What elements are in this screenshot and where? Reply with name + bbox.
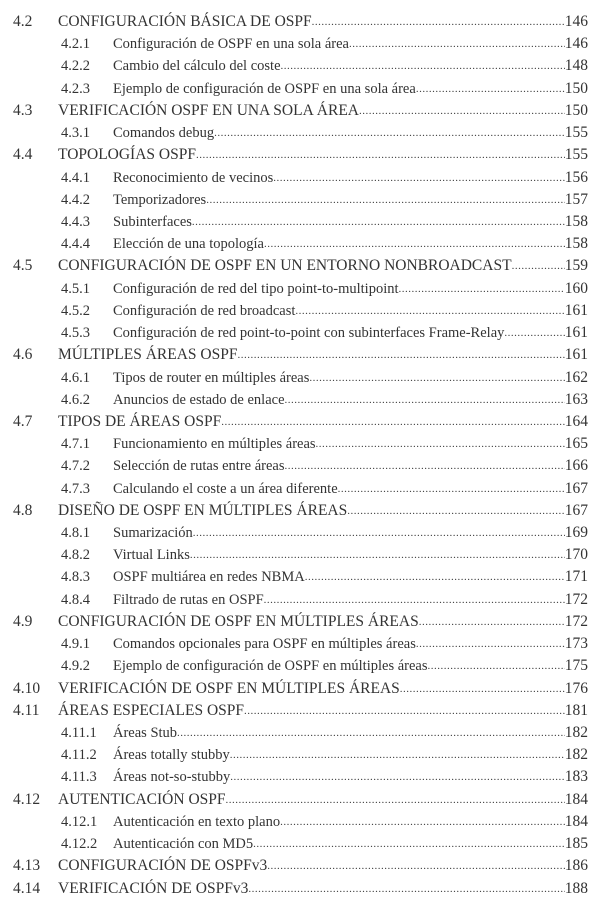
section-number: 4.3	[13, 101, 33, 119]
page-number: 150	[564, 79, 588, 97]
section-title: CONFIGURACIÓN BÁSICA DE OSPF	[58, 13, 312, 30]
page-number: 161	[564, 324, 588, 342]
toc-subsection-entry	[0, 811, 600, 833]
page-number: 172	[564, 612, 588, 630]
dot-leader	[305, 566, 565, 588]
section-title: Tipos de router en múltiples áreas	[113, 369, 310, 386]
page-number: 173	[564, 635, 588, 653]
dot-leader	[419, 611, 565, 633]
entry-line	[113, 367, 588, 389]
entry-line	[58, 144, 588, 166]
page-number: 172	[564, 590, 588, 608]
section-number: 4.6.2	[61, 391, 90, 408]
toc-subsection-entry	[0, 322, 600, 344]
section-title: Elección de una topología	[113, 236, 264, 253]
section-title: OSPF multiárea en redes NBMA	[113, 569, 305, 586]
page-number: 184	[564, 790, 588, 808]
entry-line	[58, 344, 588, 366]
entry-line	[113, 744, 588, 766]
entry-line	[113, 633, 588, 655]
entry-line	[58, 500, 588, 522]
entry-line	[113, 122, 588, 144]
section-title: Configuración de OSPF en una sola área	[113, 36, 349, 53]
entry-line	[113, 655, 588, 677]
entry-line	[113, 478, 588, 500]
entry-line	[113, 33, 588, 55]
entry-line	[113, 55, 588, 77]
dot-leader	[226, 789, 565, 811]
entry-line	[113, 811, 588, 833]
entry-line	[58, 611, 588, 633]
entry-line	[113, 233, 588, 255]
section-number: 4.2.2	[61, 58, 90, 75]
toc-section-entry	[0, 144, 600, 166]
toc-subsection-entry	[0, 122, 600, 144]
section-number: 4.8.3	[61, 569, 90, 586]
toc-section-entry	[0, 500, 600, 522]
page-number: 162	[564, 368, 588, 386]
toc-section-entry	[0, 344, 600, 366]
toc-subsection-entry	[0, 278, 600, 300]
section-title: Reconocimiento de vecinos	[113, 169, 274, 186]
section-number: 4.9.2	[61, 658, 90, 675]
section-title: Funcionamiento en múltiples áreas	[113, 436, 316, 453]
section-number: 4.4.3	[61, 213, 90, 230]
section-title: Cambio del cálculo del coste	[113, 58, 281, 75]
page-number: 169	[564, 524, 588, 542]
toc-subsection-entry	[0, 233, 600, 255]
toc-subsection-entry	[0, 766, 600, 788]
page-number: 146	[564, 35, 588, 53]
section-number: 4.7	[13, 412, 33, 430]
section-title: Ejemplo de configuración de OSPF en múltiples áreas	[113, 658, 428, 675]
section-title: TIPOS DE ÁREAS OSPF	[58, 412, 222, 430]
entry-line	[113, 322, 588, 344]
section-number: 4.8	[13, 501, 33, 519]
dot-leader	[264, 589, 565, 611]
section-number: 4.7.2	[61, 458, 90, 475]
section-number: 4.4.2	[61, 191, 90, 208]
section-number: 4.8.4	[61, 591, 90, 608]
section-title: Anuncios de estado de enlace	[113, 391, 285, 408]
toc-subsection-entry	[0, 744, 600, 766]
section-title: Autenticación en texto plano	[113, 813, 281, 830]
entry-line	[113, 722, 588, 744]
entry-line	[58, 11, 588, 33]
toc-subsection-entry	[0, 478, 600, 500]
dot-leader	[190, 544, 565, 566]
section-title: TOPOLOGÍAS OSPF	[58, 146, 196, 164]
entry-line	[113, 389, 588, 411]
toc-subsection-entry	[0, 78, 600, 100]
toc-section-entry	[0, 878, 600, 900]
toc-subsection-entry	[0, 544, 600, 566]
dot-leader	[416, 78, 565, 100]
section-number: 4.10	[13, 679, 41, 697]
toc-section-entry	[0, 100, 600, 122]
dot-leader	[349, 33, 565, 55]
page-number: 160	[564, 279, 588, 297]
toc-section-entry	[0, 700, 600, 722]
page-number: 165	[564, 435, 588, 453]
entry-line	[113, 300, 588, 322]
dot-leader	[512, 255, 565, 277]
section-number: 4.7.1	[61, 436, 90, 453]
page-number: 166	[564, 457, 588, 475]
entry-line	[58, 789, 588, 811]
dot-leader	[428, 655, 565, 677]
page-number: 155	[564, 124, 588, 142]
toc-section-entry	[0, 611, 600, 633]
section-number: 4.2	[13, 13, 33, 30]
entry-line	[113, 167, 588, 189]
dot-leader	[177, 722, 565, 744]
toc-subsection-entry	[0, 655, 600, 677]
section-number: 4.2.1	[61, 36, 90, 53]
dot-leader	[196, 144, 565, 166]
entry-line	[113, 522, 588, 544]
section-number: 4.4.1	[61, 169, 90, 186]
section-number: 4.5.1	[61, 280, 90, 297]
dot-leader	[193, 522, 565, 544]
entry-line	[58, 855, 588, 877]
page-number: 158	[564, 235, 588, 253]
toc-section-entry	[0, 678, 600, 700]
page-number: 184	[564, 812, 588, 830]
dot-leader	[399, 278, 565, 300]
entry-line	[113, 433, 588, 455]
entry-line	[113, 278, 588, 300]
section-title: VERIFICACIÓN DE OSPF EN MÚLTIPLES ÁREAS	[58, 679, 400, 697]
entry-line	[113, 455, 588, 477]
toc-subsection-entry	[0, 300, 600, 322]
section-number: 4.5	[13, 257, 33, 275]
page-number: 146	[564, 13, 588, 30]
toc-subsection-entry	[0, 633, 600, 655]
section-number: 4.2.3	[61, 80, 90, 97]
section-number: 4.6	[13, 346, 33, 364]
dot-leader	[285, 455, 565, 477]
section-number: 4.5.3	[61, 325, 90, 342]
section-number: 4.11.1	[61, 725, 97, 741]
section-number: 4.8.2	[61, 547, 90, 564]
section-number: 4.9.1	[61, 636, 90, 653]
toc-subsection-entry	[0, 33, 600, 55]
dot-leader	[312, 11, 565, 33]
dot-leader	[347, 500, 565, 522]
dot-leader	[309, 367, 564, 389]
section-title: CONFIGURACIÓN DE OSPF EN UN ENTORNO NONBROADCAST	[58, 257, 512, 275]
dot-leader	[281, 55, 565, 77]
dot-leader	[264, 233, 565, 255]
section-number: 4.11	[13, 701, 40, 719]
section-title: Comandos debug	[113, 125, 215, 142]
dot-leader	[214, 122, 565, 144]
section-number: 4.6.1	[61, 369, 90, 386]
page-number: 150	[564, 101, 588, 119]
section-title: Filtrado de rutas en OSPF	[113, 591, 264, 608]
dot-leader	[400, 678, 565, 700]
toc-subsection-entry	[0, 211, 600, 233]
toc-subsection-entry	[0, 522, 600, 544]
table-of-contents	[0, 11, 600, 900]
dot-leader	[230, 744, 565, 766]
section-title: CONFIGURACIÓN DE OSPFv3	[58, 857, 268, 875]
section-title: Áreas Stub	[113, 725, 178, 741]
toc-subsection-entry	[0, 722, 600, 744]
entry-line	[113, 544, 588, 566]
section-number: 4.7.3	[61, 480, 90, 497]
page-number: 188	[564, 879, 588, 897]
dot-leader	[504, 322, 564, 344]
dot-leader	[221, 411, 565, 433]
section-title: DISEÑO DE OSPF EN MÚLTIPLES ÁREAS	[58, 501, 348, 519]
section-title: Temporizadores	[113, 191, 207, 208]
page-number: 159	[564, 257, 588, 275]
section-title: CONFIGURACIÓN DE OSPF EN MÚLTIPLES ÁREAS	[58, 612, 419, 630]
dot-leader	[230, 766, 565, 788]
toc-subsection-entry	[0, 589, 600, 611]
section-title: Configuración de red del tipo point-to-multipoint	[113, 280, 399, 297]
page-number: 186	[564, 857, 588, 875]
toc-section-entry	[0, 855, 600, 877]
page-number: 161	[564, 346, 588, 364]
section-number: 4.8.1	[61, 525, 90, 542]
section-number: 4.4.4	[61, 236, 90, 253]
entry-line	[113, 833, 588, 855]
toc-section-entry	[0, 255, 600, 277]
section-title: Comandos opcionales para OSPF en múltiples áreas	[113, 636, 416, 653]
section-number: 4.11.2	[61, 747, 97, 764]
page-number: 157	[564, 190, 588, 208]
entry-line	[113, 766, 588, 788]
toc-subsection-entry	[0, 389, 600, 411]
section-title: Calculando el coste a un área diferente	[113, 480, 338, 497]
section-title: VERIFICACIÓN OSPF EN UNA SOLA ÁREA	[58, 101, 359, 119]
dot-leader	[267, 855, 564, 877]
dot-leader	[416, 633, 565, 655]
section-title: MÚLTIPLES ÁREAS OSPF	[58, 346, 238, 364]
section-title: ÁREAS ESPECIALES OSPF	[58, 701, 245, 719]
toc-section-entry	[0, 789, 600, 811]
section-number: 4.12.2	[61, 836, 98, 853]
toc-subsection-entry	[0, 833, 600, 855]
toc-subsection-entry	[0, 433, 600, 455]
dot-leader	[253, 833, 565, 855]
page-number: 163	[564, 390, 588, 408]
entry-line	[58, 678, 588, 700]
section-number: 4.4	[13, 146, 33, 164]
section-title: Áreas not-so-stubby	[113, 769, 231, 786]
entry-line	[113, 211, 588, 233]
page-number: 161	[564, 301, 588, 319]
page-number: 155	[564, 146, 588, 164]
toc-subsection-entry	[0, 566, 600, 588]
page-number: 182	[564, 724, 588, 741]
section-title: Autenticación con MD5	[113, 836, 254, 853]
page-number: 181	[564, 701, 588, 719]
section-number: 4.9	[13, 612, 33, 630]
entry-line	[113, 189, 588, 211]
section-title: Selección de rutas entre áreas	[113, 458, 285, 475]
entry-line	[58, 411, 588, 433]
entry-line	[58, 100, 588, 122]
toc-subsection-entry	[0, 189, 600, 211]
page-number: 148	[564, 57, 588, 75]
section-title: Subinterfaces	[113, 213, 192, 230]
section-title: Configuración de red point-to-point con subinterfaces Frame-Relay	[113, 325, 505, 342]
dot-leader	[237, 344, 564, 366]
toc-subsection-entry	[0, 55, 600, 77]
toc-subsection-entry	[0, 167, 600, 189]
dot-leader	[244, 700, 565, 722]
section-number: 4.12.1	[61, 813, 98, 830]
dot-leader	[338, 478, 565, 500]
entry-line	[113, 589, 588, 611]
page-number: 185	[564, 835, 588, 853]
dot-leader	[285, 389, 565, 411]
page-number: 182	[564, 746, 588, 764]
section-title: AUTENTICACIÓN OSPF	[58, 790, 226, 808]
section-title: Áreas totally stubby	[113, 747, 230, 764]
page-number: 167	[564, 479, 588, 497]
page-number: 171	[564, 568, 588, 586]
section-title: Configuración de red broadcast	[113, 302, 296, 319]
section-number: 4.5.2	[61, 302, 90, 319]
section-title: Ejemplo de configuración de OSPF en una sola área	[113, 80, 416, 97]
toc-subsection-entry	[0, 367, 600, 389]
page-number: 175	[564, 657, 588, 675]
section-number: 4.3.1	[61, 125, 90, 142]
dot-leader	[316, 433, 565, 455]
section-title: Virtual Links	[113, 547, 190, 564]
section-number: 4.12	[13, 790, 41, 808]
dot-leader	[206, 189, 565, 211]
dot-leader	[273, 167, 564, 189]
entry-line	[58, 255, 588, 277]
entry-line	[113, 78, 588, 100]
entry-line	[58, 700, 588, 722]
toc-section-entry	[0, 11, 600, 33]
toc-subsection-entry	[0, 455, 600, 477]
page-number: 156	[564, 168, 588, 186]
dot-leader	[248, 878, 564, 900]
entry-line	[113, 566, 588, 588]
page-number: 176	[564, 679, 588, 697]
dot-leader	[295, 300, 564, 322]
dot-leader	[359, 100, 565, 122]
dot-leader	[280, 811, 565, 833]
page-number: 170	[564, 546, 588, 564]
toc-section-entry	[0, 411, 600, 433]
section-number: 4.14	[13, 879, 41, 897]
dot-leader	[192, 211, 565, 233]
page-number: 183	[564, 768, 588, 786]
section-title: Sumarización	[113, 525, 193, 542]
section-number: 4.11.3	[61, 769, 97, 786]
section-number: 4.13	[13, 857, 41, 875]
page-number: 167	[564, 501, 588, 519]
page-number: 158	[564, 212, 588, 230]
entry-line	[58, 878, 588, 900]
page-number: 164	[564, 412, 588, 430]
section-title: VERIFICACIÓN DE OSPFv3	[58, 879, 249, 897]
